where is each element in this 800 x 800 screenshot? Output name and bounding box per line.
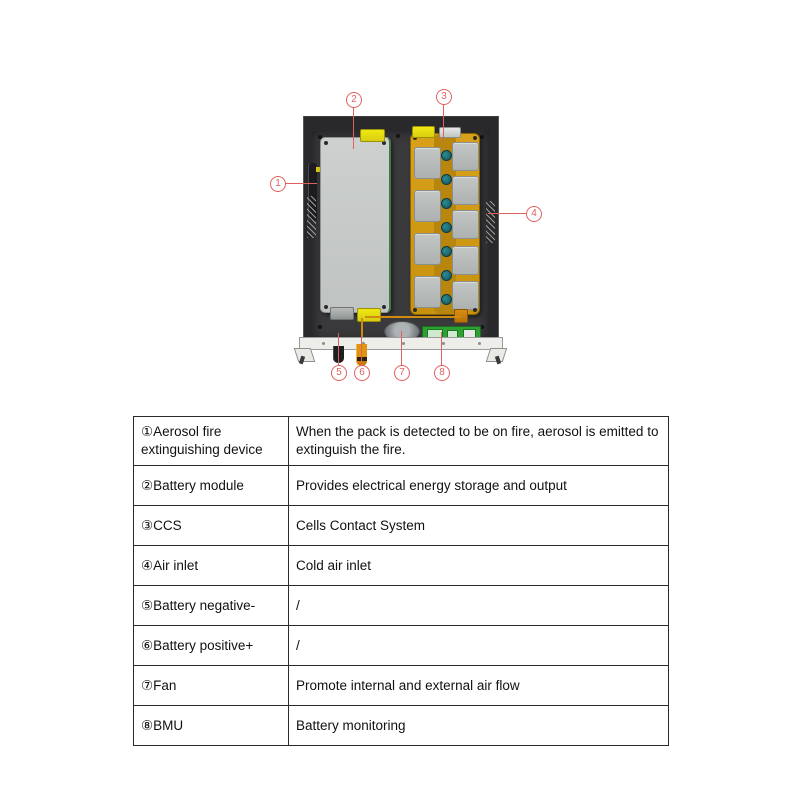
callout-6-marker: 6 xyxy=(354,365,370,381)
component-label: ⑤Battery negative- xyxy=(134,586,289,626)
table-row xyxy=(134,666,669,706)
module-bottom-gray-connector xyxy=(330,307,354,320)
component-description: Cells Contact System xyxy=(289,506,669,546)
component-table xyxy=(133,416,669,746)
table-row xyxy=(134,706,669,746)
table-row xyxy=(134,586,669,626)
component-description: / xyxy=(289,626,669,666)
component-label: ⑦Fan xyxy=(134,666,289,706)
power-wire xyxy=(365,316,461,318)
table-row xyxy=(134,417,669,466)
component-label: ⑥Battery positive+ xyxy=(134,626,289,666)
component-description: Promote internal and external air flow xyxy=(289,666,669,706)
component-label: ①Aerosol fire extinguishing device xyxy=(134,417,289,466)
component-label: ③CCS xyxy=(134,506,289,546)
component-description: Cold air inlet xyxy=(289,546,669,586)
mount-bracket-left xyxy=(294,348,316,362)
module-top-connector xyxy=(360,129,385,142)
table-row xyxy=(134,546,669,586)
callout-3-line xyxy=(443,104,444,142)
callout-8-line xyxy=(441,332,442,365)
callout-4-marker: 4 xyxy=(526,206,542,222)
callout-5-marker: 5 xyxy=(331,365,347,381)
callout-7-line xyxy=(401,331,402,365)
callout-8-marker: 8 xyxy=(434,365,450,381)
callout-1-marker: 1 xyxy=(270,176,286,192)
component-label: ⑧BMU xyxy=(134,706,289,746)
component-label: ②Battery module xyxy=(134,466,289,506)
component-description: When the pack is detected to be on fire, aerosol is emitted to extinguish the fire. xyxy=(289,417,669,466)
battery-module xyxy=(320,137,391,313)
callout-3-marker: 3 xyxy=(436,89,452,105)
callout-2-marker: 2 xyxy=(346,92,362,108)
callout-4-line xyxy=(488,213,526,214)
component-label: ④Air inlet xyxy=(134,546,289,586)
component-description: Provides electrical energy storage and output xyxy=(289,466,669,506)
vent-left-icon xyxy=(307,196,316,238)
air-inlet-vent-icon xyxy=(486,201,495,243)
callout-2-line xyxy=(353,107,354,149)
ccs xyxy=(410,133,480,315)
table-row xyxy=(134,626,669,666)
ccs-yellow-connector xyxy=(412,126,435,138)
callout-1-line xyxy=(285,183,317,184)
table-row xyxy=(134,506,669,546)
component-description: / xyxy=(289,586,669,626)
callout-5-line xyxy=(338,333,339,365)
callout-7-marker: 7 xyxy=(394,365,410,381)
callout-6-line xyxy=(361,336,362,365)
table-row xyxy=(134,466,669,506)
component-description: Battery monitoring xyxy=(289,706,669,746)
